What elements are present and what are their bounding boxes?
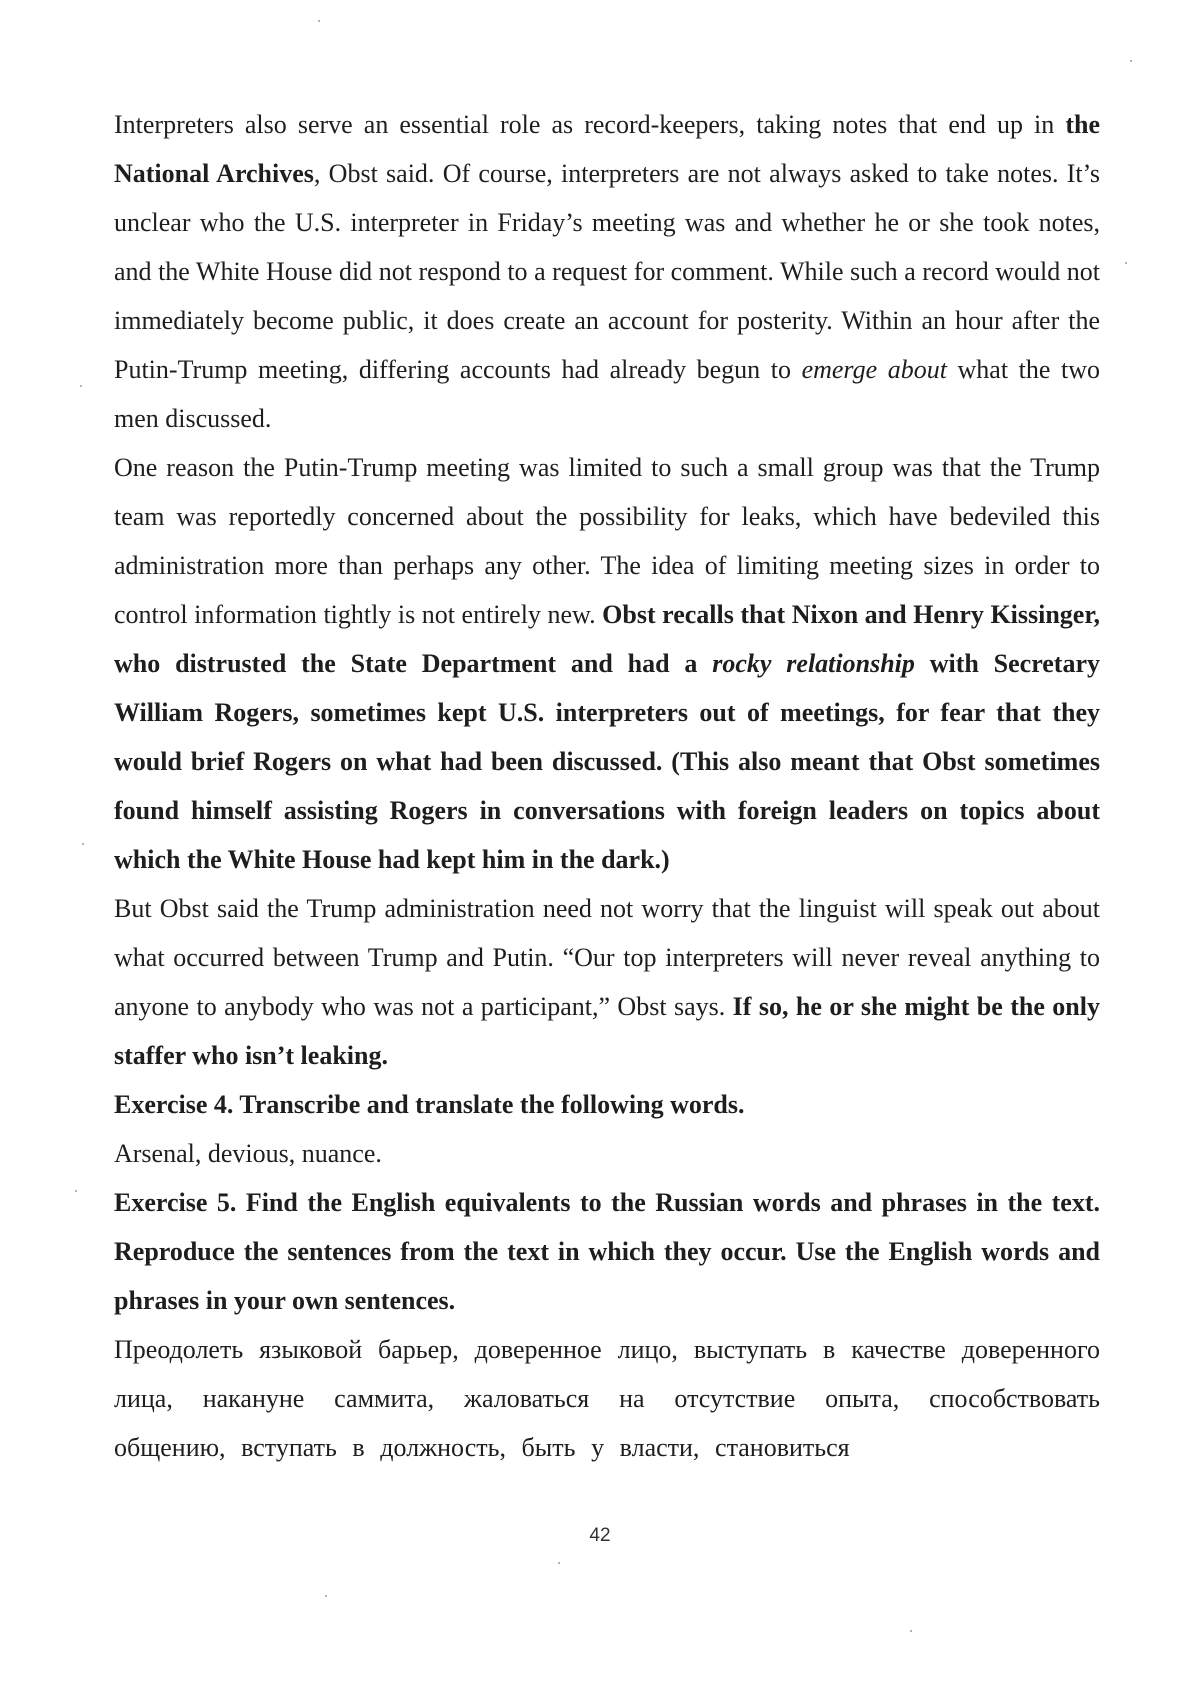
page-number: 42 <box>589 1525 611 1546</box>
exercise-5-heading: Exercise 5. Find the English equivalents to the Russian words and phrases in the text. Reproduce the sentences from the text in which they occur. Use the English words and phrases in your own sentences. <box>114 1188 1100 1315</box>
bold-italic-phrase-rocky-relationship: rocky relationship <box>712 649 915 678</box>
bold-phrase-national-archives: the National Archives <box>114 110 1100 188</box>
document-page <box>114 100 1100 1472</box>
scan-speck <box>558 1562 560 1564</box>
scan-speck <box>318 20 320 22</box>
paragraph-text: But Obst said the Trump administration need not worry that the linguist will speak out about what occurred between Trump and Putin. “Our top interpreters will never reveal anything to anyone to anybody who was not a participant,” Obst says. <box>114 894 1100 1021</box>
scan-speck <box>1125 262 1127 264</box>
paragraph-linguist <box>114 884 1100 1080</box>
scan-speck <box>910 1630 912 1632</box>
paragraph-text: , Obst said. Of course, interpreters are not always asked to take notes. It’s unclear who the U.S. interpreter in Friday’s meeting was and whether he or she took notes, and the White House did not respond to a request for comment. While such a record would not immediately become public, it does create an account for posterity. Within an hour after the Putin-Trump meeting, differing accounts had already begun to <box>114 159 1100 384</box>
paragraph-text: what the two men discussed. <box>114 355 1100 433</box>
paragraph-text: Interpreters also serve an essential role as record-keepers, taking notes that end up in <box>114 110 1066 139</box>
bold-passage-rogers: with Secretary William Rogers, sometimes kept U.S. interpreters out of meetings, for fear that they would brief Rogers on what had been discussed. (This also meant that Obst sometimes found himself assisting Rogers in conversations with foreign leaders on topics about which the White House had kept him in the dark.) <box>114 649 1101 874</box>
scan-speck <box>1130 60 1132 62</box>
exercise-5-russian-phrases: Преодолеть языковой барьер, доверенное лицо, выступать в качестве доверенного лица, накануне саммита, жаловаться на отсутствие опыта, способствовать общению, вступать в должность, быть у власти, становиться <box>114 1335 1100 1462</box>
paragraph-text: One reason the Putin-Trump meeting was limited to such a small group was that the Trump team was reportedly concerned about the possibility for leaks, which have bedeviled this administration more than perhaps any other. The idea of limiting meeting sizes in order to control information tightly is not entirely new. <box>114 453 1100 629</box>
paragraph-record-keepers <box>114 100 1100 443</box>
scan-speck <box>82 843 84 845</box>
paragraph-meeting-limited <box>114 443 1100 884</box>
italic-phrase-emerge-about: emerge about <box>801 355 947 384</box>
scan-speck <box>325 1595 327 1597</box>
scan-speck <box>75 1190 77 1192</box>
exercise-4-words: Arsenal, devious, nuance. <box>114 1139 382 1168</box>
scan-speck <box>80 385 82 387</box>
bold-passage-obst-recalls: Obst recalls that Nixon and Henry Kissinger, who distrusted the State Department and had a <box>114 600 1100 678</box>
exercise-4-heading: Exercise 4. Transcribe and translate the following words. <box>114 1090 745 1119</box>
bold-sentence-staffer: If so, he or she might be the only staffer who isn’t leaking. <box>114 992 1100 1070</box>
